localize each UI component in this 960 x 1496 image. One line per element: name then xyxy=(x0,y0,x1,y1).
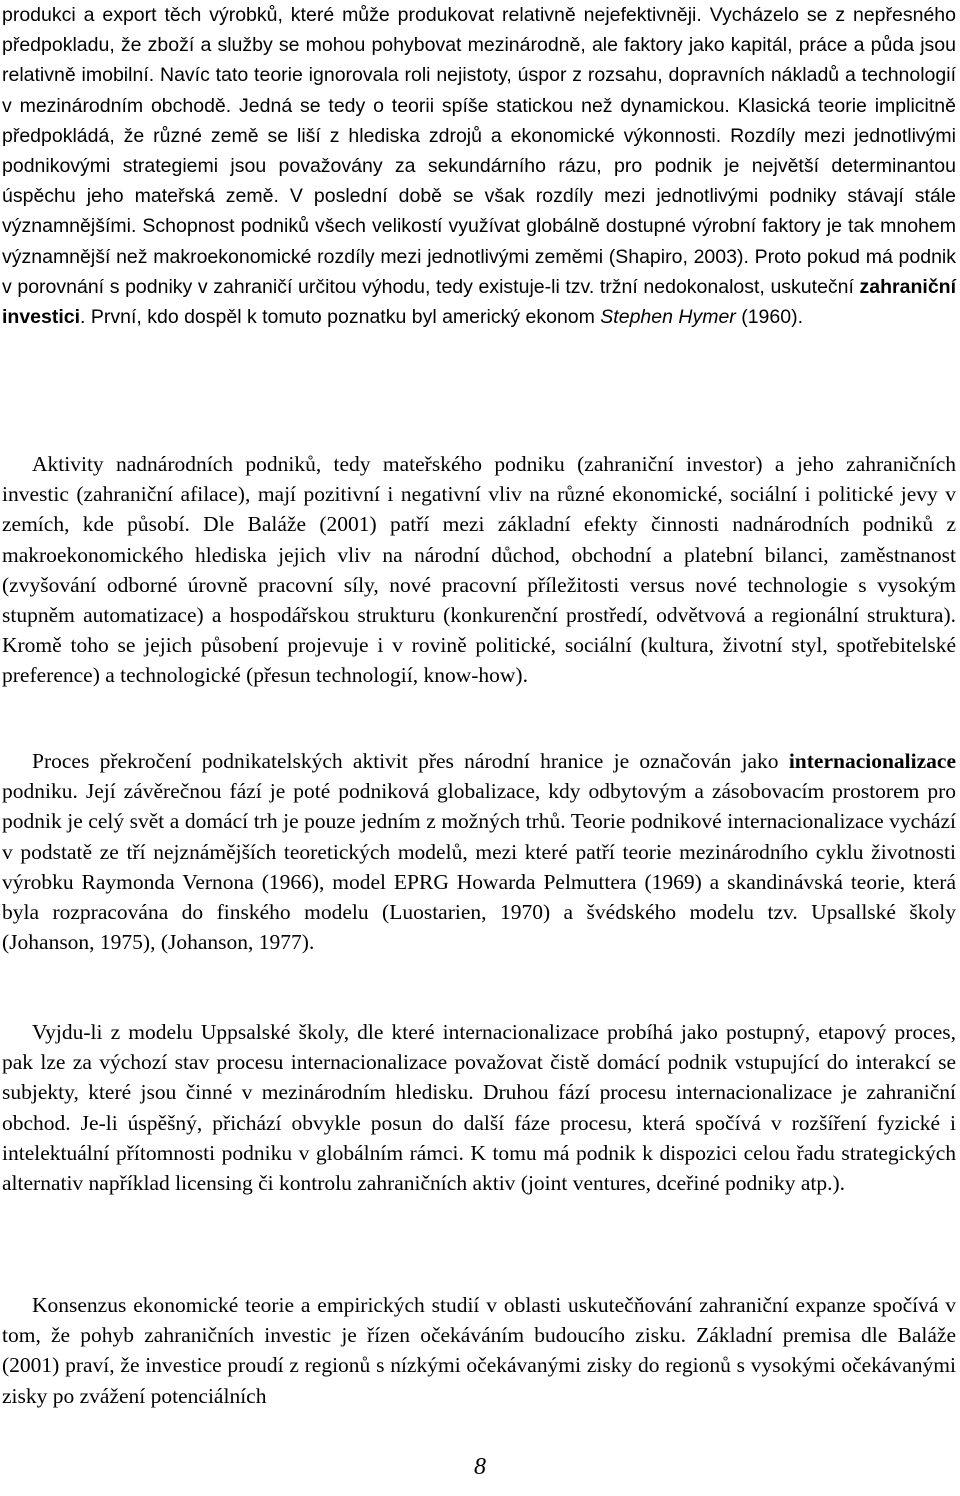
paragraph-1 xyxy=(2,0,956,332)
page-number: 8 xyxy=(474,1454,486,1480)
paragraph-3 xyxy=(2,746,956,957)
paragraph-1-text-cont: . První, kdo dospěl k tomuto poznatku byl americký ekonom xyxy=(80,306,601,329)
paragraph-1-text: produkci a export těch výrobků, které může produkovat relativně nejefektivněji. Vycházelo se z nepřesného předpokladu, že zboží a služby se mohou pohybovat mezinárodně, ale faktory jako kapitál, práce a půda jsou relativně imobilní. Navíc tato teorie ignorovala roli nejistoty, úspor z rozsahu, dopravních nákladů a technologií v mezinárodním obchodě. Jedná se tedy o teorii spíše statickou než dynamickou. Klasická teorie implicitně předpokládá, že různé země se liší z hlediska zdrojů a ekonomické výkonnosti. Rozdíly mezi jednotlivými podnikovými strategiemi jsou považovány za sekundárního rázu, pro podnik je největší determinantou úspěchu jeho mateřská země. V poslední době se však rozdíly mezi jednotlivými podniky stávají stále významnějšími. Schopnost podniků všech velikostí využívat globálně dostupné výrobní faktory je tak mnohem významnější než makroekonomické rozdíly mezi jednotlivými zeměmi (Shapiro, 2003). Proto pokud má podnik v porovnání s podniky v zahraničí určitou výhodu, tedy existuje-li tzv. tržní nedokonalost, uskuteční xyxy=(2,4,956,298)
paragraph-5: Konsenzus ekonomické teorie a empirických studií v oblasti uskutečňování zahraniční expanze spočívá v tom, že pohyb zahraničních investic je řízen očekáváním budoucího zisku. Základní premisa dle Baláže (2001) praví, že investice proudí z regionů s nízkými očekávanými zisky do regionů s vysokými očekávanými zisky po zvážení potenciálních xyxy=(2,1293,956,1408)
bold-term-internationalization: internacionalizace xyxy=(788,749,956,773)
paragraph-2: Aktivity nadnárodních podniků, tedy mateřského podniku (zahraniční investor) a jeho zahraničních investic (zahraniční afilace), mají pozitivní i negativní vliv na různé ekonomické, sociální i politické jevy v zemích, kde působí. Dle Baláže (2001) patří mezi základní efekty činnosti nadnárodních podniků z makroekonomického hlediska jejich vliv na národní důchod, obchodní a platební bilanci, zaměstnanost (zvyšování odborné úrovně pracovní síly, nové pracovní příležitosti versus nové technologie s vysokým stupněm automatizace) a hospodářskou strukturu (konkurenční prostředí, odvětvová a regionální struktura). Kromě toho se jejich působení projevuje i v rovině politické, sociální (kultura, životní styl, spotřebitelské preference) a technologické (přesun technologií, know-how). xyxy=(2,452,956,688)
bold-term-foreign-investment: zahraniční investici xyxy=(2,275,956,329)
paragraph-3-text-cont: podniku. Její závěrečnou fází je poté podniková globalizace, kdy odbytovým a zásobovacím prostorem pro podnik je celý svět a domácí trh je pouze jedním z možných trhů. Teorie podnikové internacionalizace vychází v podstatě ze tří nejznámějších teoretických modelů, mezi které patří teorie mezinárodního cyklu životnosti výrobku Raymonda Vernona (1966), model EPRG Howarda Pelmuttera (1969) a skandinávská teorie, která byla rozpracována do finského modelu (Luostarien, 1970) a švédského modelu tzv. Upsallské školy (Johanson, 1975), (Johanson, 1977). xyxy=(2,779,956,955)
italic-name-stephen-hymer: Stephen Hymer xyxy=(600,306,736,329)
paragraph-1-text-end: (1960). xyxy=(735,306,803,329)
paragraph-4: Vyjdu-li z modelu Uppsalské školy, dle které internacionalizace probíhá jako postupný, etapový proces, pak lze za výchozí stav procesu internacionalizace považovat čistě domácí podnik vstupující do interakcí se subjekty, které jsou činné v mezinárodním hledisku. Druhou fází procesu internacionalizace je zahraniční obchod. Je-li úspěšný, přichází obvykle posun do další fáze procesu, která spočívá v rozšíření fyzické i intelektuální přítomnosti podniku v globálním rámci. K tomu má podnik k dispozici celou řadu strategických alternativ například licensing či kontrolu zahraničních aktiv (joint ventures, dceřiné podniky atp.). xyxy=(2,1020,956,1196)
paragraph-3-text: Proces překročení podnikatelských aktivit přes národní hranice je označován jako xyxy=(32,749,789,773)
